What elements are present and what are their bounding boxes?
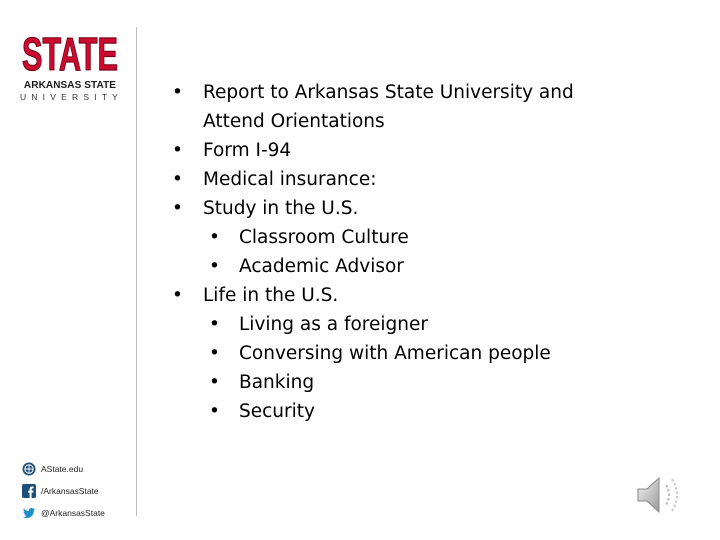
sub-bullet-text: Classroom Culture [239,227,409,248]
astate-logo-mark [20,26,120,80]
sub-bullet-item [172,310,702,339]
svg-text:STATE: STATE [22,28,118,80]
facebook-text: /ArkansasState [41,486,99,496]
globe-icon [22,462,36,476]
facebook-link[interactable] [22,480,105,502]
website-link[interactable] [22,458,105,480]
social-links [22,458,105,524]
sub-bullet-item [172,397,702,426]
sub-bullet-text: Living as a foreigner [239,314,428,335]
bullet-text-continuation: Attend Orientations [203,111,385,132]
sub-bullet-item [172,252,702,281]
sub-bullet-item [172,368,702,397]
twitter-link[interactable] [22,502,105,524]
bullet-item [172,281,702,310]
sub-bullet-text: Academic Advisor [239,256,404,277]
bullet-item [172,78,702,136]
sub-bullet-item [172,339,702,368]
bullet-text: Life in the U.S. [203,285,339,306]
vertical-divider [136,27,137,516]
bullet-text: Form I-94 [203,140,292,161]
sub-bullet-text: Security [239,401,315,422]
bullet-list [172,78,702,426]
bullet-item [172,165,702,194]
bullet-item [172,136,702,165]
logo-university-name: ARKANSAS STATE [23,80,117,91]
logo-university-sub: UNIVERSITY [20,92,124,102]
twitter-text: @ArkansasState [41,508,105,518]
website-text: AState.edu [41,464,84,474]
bullet-text: Study in the U.S. [203,198,359,219]
sub-bullet-text: Conversing with American people [239,343,551,364]
speaker-icon[interactable] [636,472,688,518]
bullet-text: Medical insurance: [203,169,377,190]
astate-logo [20,26,124,102]
facebook-icon [22,484,36,498]
twitter-icon [22,506,36,520]
bullet-text: Report to Arkansas State University and [203,82,574,103]
sub-bullet-item [172,223,702,252]
bullet-item [172,194,702,223]
sub-bullet-text: Banking [239,372,315,393]
slide-content [172,78,702,426]
